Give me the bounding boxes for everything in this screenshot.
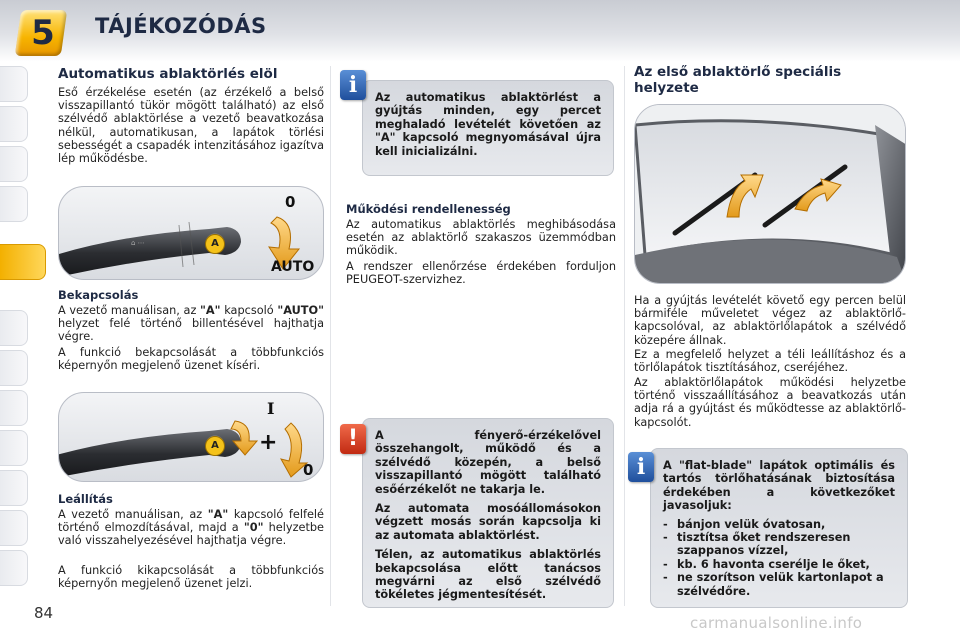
chapter-tab[interactable] <box>0 66 28 102</box>
flat-blade-advice-list <box>663 518 895 598</box>
stalk-auto-illustration <box>58 186 324 280</box>
stalk-off-illustration <box>58 392 324 482</box>
flat-blade-intro: A "flat-blade" lapátok optimális és tartós törlőhatásának biztosítása érdekében a következőket javasoljuk: <box>663 459 895 513</box>
watermark: carmanualsonline.info <box>690 614 863 632</box>
stalk-off-drawing <box>59 393 324 482</box>
chapter-number: 5 <box>31 13 55 53</box>
special-position-paragraph-1: Ha a gyújtás levételét követő egy percen belül bármiféle műveletet végez az ablaktörlő-kapcsolóval, az ablaktörlőlapátok a szélvédő közepére állnak. <box>634 294 906 347</box>
warning-note <box>362 418 614 608</box>
chapter-tab[interactable] <box>0 550 28 586</box>
intro-paragraph: Eső érzékelése esetén (az érzékelő a belső visszapillantó tükör mögött található) az első szélvédő ablaktörlése a vezető beavatkozása nélkül, automatikusan, a lapátok törlési sebességét a csapadék intenzitásához igazítva lép működésbe. <box>58 86 324 166</box>
chapter-tab[interactable] <box>0 390 28 426</box>
stop-paragraph-2: A funkció kikapcsolását a többfunkciós képernyőn megjelenő üzenet jelzi. <box>58 564 324 591</box>
list-item: - tisztítsa őket rendszeresen szappanos vízzel, <box>663 531 895 558</box>
subheading-activation: Bekapcsolás <box>58 288 139 302</box>
section-heading-auto-wipe: Automatikus ablaktörlés elöl <box>58 66 278 82</box>
special-position-paragraph-3: Az ablaktörlőlapátok működési helyzetbe történő visszaállításához a beavatkozás után adja rá a gyújtást és működtesse az ablaktörlő-kapcsolót. <box>634 376 906 429</box>
info-note-text: Az automatikus ablaktörlést a gyújtás minden, egy percet meghaladó levételét követően az "A" kapcsoló megnyomásával újra kell inicializálni. <box>375 91 601 158</box>
windshield-illustration <box>634 104 906 284</box>
malfunction-paragraph-1: Az automatikus ablaktörlés meghibásodása esetén az ablaktörlő szakaszos üzemmódban működik. <box>346 218 616 258</box>
svg-text:⌂ ⋯: ⌂ ⋯ <box>131 239 145 247</box>
activation-paragraph-2: A funkció bekapcsolását a többfunkciós képernyőn megjelenő üzenet kíséri. <box>58 346 324 373</box>
text-run: kapcsoló <box>220 304 278 317</box>
chapter-tab[interactable] <box>0 510 28 546</box>
info-icon: i <box>628 452 654 482</box>
warning-text-1: A fényerő-érzékelővel összehangolt, működő és a szélvédő közepén, a belső visszapillantó mögött található esőérzékelőt ne takarja le. <box>375 429 601 496</box>
svg-text:+: + <box>259 430 278 455</box>
page-title: TÁJÉKOZÓDÁS <box>95 14 267 38</box>
auto-position-ref: "AUTO" <box>277 304 324 317</box>
column-divider <box>624 66 625 606</box>
zero-position-ref: "0" <box>243 521 264 535</box>
position-one-label: I <box>267 399 275 418</box>
subheading-stop: Leállítás <box>58 492 113 506</box>
page-number: 84 <box>34 604 54 622</box>
chapter-tab[interactable] <box>0 310 28 346</box>
list-item: - kb. 6 havonta cserélje le őket, <box>663 558 895 571</box>
activation-paragraph-1 <box>58 304 324 344</box>
switch-a-ref: "A" <box>207 508 229 521</box>
text-run: helyzetbe való visszahelyezésével hajthatja végre. <box>58 521 324 548</box>
chapter-tab[interactable] <box>0 186 28 222</box>
stop-paragraph-1 <box>58 508 324 548</box>
chapter-tab[interactable] <box>0 430 28 466</box>
position-zero-label: 0 <box>285 193 296 211</box>
chapter-tab[interactable] <box>0 106 28 142</box>
list-item: - bánjon velük óvatosan, <box>663 518 895 531</box>
chapter-tab[interactable] <box>0 470 28 506</box>
info-note-flat-blade <box>650 448 908 608</box>
chapter-tab-active[interactable] <box>0 244 46 280</box>
warning-text-3: Télen, az automatikus ablaktörlés bekapcsolása előtt tanácsos megvárni az első szélvédő tökéletes jégmentesítését. <box>375 548 601 602</box>
chapter-tab[interactable] <box>0 146 28 182</box>
text-run: kapcsoló felfelé történő elmozdításával, majd a <box>58 508 324 535</box>
info-icon: i <box>340 70 366 100</box>
text-run: helyzet felé történő billentésével hajthatja végre. <box>58 317 324 344</box>
warning-icon: ! <box>340 424 366 454</box>
malfunction-paragraph-2: A rendszer ellenőrzése érdekében forduljon PEUGEOT-szervizhez. <box>346 260 616 287</box>
section-heading-special-position: Az első ablaktörlő speciális helyzete <box>634 64 842 96</box>
chapter-tab[interactable] <box>0 350 28 386</box>
column-divider <box>330 66 331 606</box>
switch-a-marker: A <box>205 436 225 456</box>
text-run: A vezető manuálisan, az <box>58 508 208 521</box>
info-note-reinit <box>362 80 614 176</box>
list-item: - ne szorítson velük kartonlapot a szélvédőre. <box>663 571 895 598</box>
subheading-malfunction: Működési rendellenesség <box>346 202 511 216</box>
position-zero-label: 0 <box>303 461 314 479</box>
windshield-drawing <box>635 105 906 284</box>
switch-a-marker: A <box>205 234 225 254</box>
special-position-paragraph-2: Ez a megfelelő helyzet a téli leállításhoz és a törlőlapátok tisztításához, cseréjéhez. <box>634 348 906 375</box>
chapter-tab-strip <box>0 62 30 602</box>
text-run: A vezető manuálisan, az <box>58 304 201 317</box>
warning-text-2: Az automata mosóállomásokon végzett mosás során kapcsolja ki az automata ablaktörlést. <box>375 502 601 542</box>
position-auto-label: AUTO <box>271 259 315 275</box>
switch-a-ref: "A" <box>200 304 221 317</box>
